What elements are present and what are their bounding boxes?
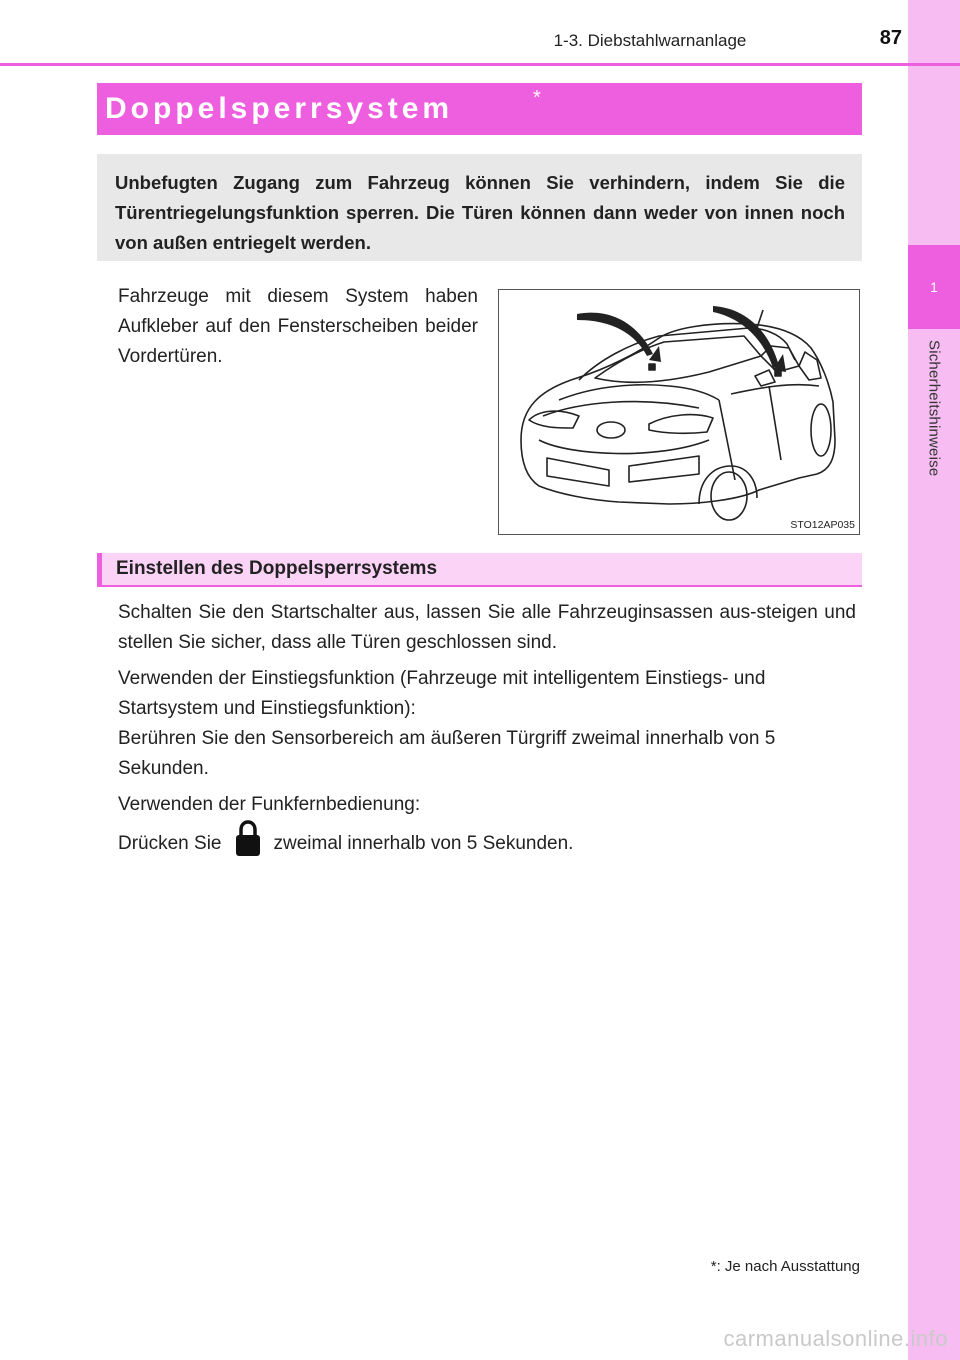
- footnote: [711, 1258, 860, 1275]
- footnote-text: : Je nach Ausstattung: [716, 1258, 860, 1275]
- lock-icon: [234, 820, 262, 868]
- step-2-text: Berühren Sie den Sensorbereich am äußeren Türgriff zweimal innerhalb von 5 Sekunden.: [118, 728, 776, 779]
- sub-heading-text: Einstellen des Doppelsperrsystems: [116, 558, 438, 579]
- intro-text: Unbefugten Zugang zum Fahrzeug können Sie verhindern, indem Sie die Türentriegelungsfunktion sperren. Die Türen können dann weder von innen noch von außen entriegelt werden.: [115, 172, 845, 253]
- watermark: carmanualsonline.info: [723, 1326, 948, 1351]
- car-illustration: [498, 289, 860, 535]
- chapter-number: 1: [930, 279, 938, 295]
- footnote-star: *: [710, 1258, 717, 1275]
- step-3-heading: Verwenden der Funkfernbedienung:: [118, 794, 421, 815]
- page-title: Doppelsperrsystem: [105, 92, 454, 125]
- step-2-block: [118, 664, 856, 784]
- page-number: 87: [879, 27, 902, 49]
- step-3-after-icon: zweimal innerhalb von 5 Sekunden.: [273, 833, 574, 855]
- title-bar: [97, 83, 862, 135]
- header-section-title: 1-3. Diebstahlwarnanlage: [553, 31, 747, 50]
- side-strip: [908, 0, 960, 1360]
- step-3-instruction: [118, 820, 856, 868]
- car-drawing-icon: [499, 290, 859, 534]
- chapter-label: Sicherheitshinweise: [925, 340, 943, 477]
- header-rule: [0, 63, 960, 66]
- step-2-heading: Verwenden der Einstiegsfunktion (Fahrzeuge mit intelligentem Einstiegs- und Startsystem und Einstiegsfunktion):: [118, 668, 766, 719]
- sticker-paragraph: Fahrzeuge mit diesem System haben Aufkleber auf den Fensterscheiben beider Vordertüren.: [118, 286, 478, 367]
- step-3-before-icon: Drücken Sie: [118, 833, 222, 855]
- step-3-block: [118, 790, 856, 868]
- step-1-text: Schalten Sie den Startschalter aus, lassen Sie alle Fahrzeuginsassen aus-steigen und stellen Sie sicher, dass alle Türen geschlossen sind.: [118, 602, 856, 653]
- figure-id: STO12AP035: [790, 519, 855, 531]
- sub-heading: [97, 553, 862, 587]
- intro-box: [97, 154, 862, 261]
- chapter-tab: [908, 245, 960, 329]
- title-footnote-star: *: [533, 87, 541, 109]
